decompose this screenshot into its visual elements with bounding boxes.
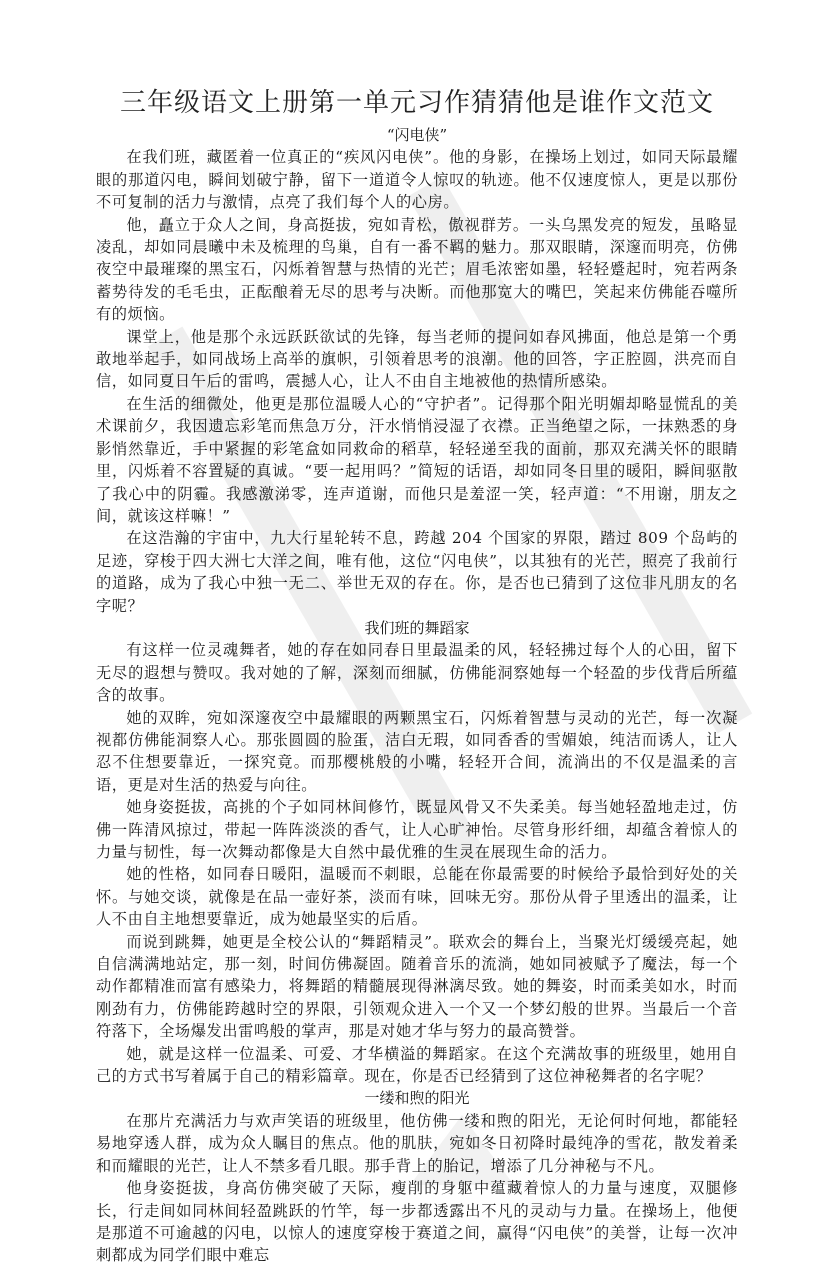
paragraph: 他身姿挺拔，身高仿佛突破了天际，瘦削的身躯中蕴藏着惊人的力量与速度，双腿修长，行走间如同林间轻盈跳跃的竹竿，每一步都透露出不凡的灵动与力量。在操场上，他便是那道不可逾越的闪电，以惊人的速度穿梭于赛道之间，赢得“闪电侠”的美誉，让每一次冲刺都成为同学们眼中难忘 [96,1179,738,1265]
paragraph: 有这样一位灵魂舞者，她的存在如同春日里最温柔的风，轻轻拂过每个人的心田，留下无尽的遐想与赞叹。我对她的了解，深刻而细腻，仿佛能洞察她每一个轻盈的步伐背后所蕴含的故事。 [96,641,738,705]
paragraph: 在这浩瀚的宇宙中，九大行星轮转不息，跨越 204 个国家的界限，踏过 809 个岛屿的足迹，穿梭于四大洲七大洋之间，唯有他，这位“闪电侠”，以其独有的光芒，照亮了我前行的道路，成为了我心中独一无二、举世无双的存在。你，是否也已猜到了这位非凡朋友的名字呢？ [96,529,738,615]
section-heading: 我们班的舞蹈家 [364,618,470,637]
section-sunshine [96,1087,738,1266]
paragraph: 她，就是这样一位温柔、可爱、才华横溢的舞蹈家。在这个充满故事的班级里，她用自己的方式书写着属于自己的精彩篇章。现在，你是否已经猜到了这位神秘舞者的名字呢？ [96,1044,738,1086]
paragraph: 她的双眸，宛如深邃夜空中最耀眼的两颗黑宝石，闪烁着智慧与灵动的光芒，每一次凝视都仿佛能洞察人心。那张圆圆的脸蛋，洁白无瑕，如同香香的雪媚娘，纯洁而诱人，让人忍不住想要靠近，一探究竟。而那樱桃般的小嘴，轻轻开合间，流淌出的不仅是温柔的言语，更是对生活的热爱与向往。 [96,708,738,794]
paragraph: 她身姿挺拔，高挑的个子如同林间修竹，既显风骨又不失柔美。每当她轻盈地走过，仿佛一阵清风掠过，带起一阵阵淡淡的香气，让人心旷神怡。尽管身形纤细，却蕴含着惊人的力量与韧性，每一次舞动都像是大自然中最优雅的生灵在展现生命的活力。 [96,798,738,861]
section-heading: 一缕和煦的阳光 [364,1089,470,1108]
paragraph: 在那片充满活力与欢声笑语的班级里，他仿佛一缕和煦的阳光，无论何时何地，都能轻易地穿透人群，成为众人瞩目的焦点。他的肌肤，宛如冬日初降时最纯净的雪花，散发着柔和而耀眼的光芒，让人不禁多看几眼。那手背上的胎记，增添了几分神秘与不凡。 [96,1111,738,1175]
section-dancer [96,617,738,1088]
paragraph: 她的性格，如同春日暖阳，温暖而不刺眼，总能在你最需要的时候给予最恰到好处的关怀。与她交谈，就像是在品一壶好茶，淡而有味，回味无穷。那份从骨子里透出的温柔，让人不由自主地想要靠近，成为她最坚实的后盾。 [96,865,738,929]
paragraph: 在生活的细微处，他更是那位温暖人心的“守护者”。记得那个阳光明媚却略显慌乱的美术课前夕，我因遗忘彩笔而焦急万分，汗水悄悄浸湿了衣襟。正当绝望之际，一抹熟悉的身影悄然靠近，手中紧握的彩笔盒如同救命的稻草，轻轻递至我的面前，那双充满关怀的眼睛里，闪烁着不容置疑的真诚。“要一起用吗？”简短的话语，却如同冬日里的暖阳，瞬间驱散了我心中的阴霾。我感激涕零，连声道谢，而他只是羞涩一笑，轻声道：“不用谢，朋友之间，就该这样嘛！” [96,394,738,525]
paragraph: 他，矗立于众人之间，身高挺拔，宛如青松，傲视群芳。一头乌黑发亮的短发，虽略显凌乱，却如同晨曦中未及梳理的鸟巢，自有一番不羁的魅力。那双眼睛，深邃而明亮，仿佛夜空中最璀璨的黑宝石，闪烁着智慧与热情的光芒；眉毛浓密如墨，轻轻蹙起时，宛若两条蓄势待发的毛毛虫，正酝酿着无尽的思考与决断。而他那宽大的嘴巴，笑起来仿佛能吞噬所有的烦恼。 [96,215,738,324]
document-title: 三年级语文上册第一单元习作猜猜他是谁作文范文 [119,88,714,118]
paragraph: 课堂上，他是那个永远跃跃欲试的先锋，每当老师的提问如春风拂面，他总是第一个勇敢地举起手，如同战场上高举的旗帜，引领着思考的浪潮。他的回答，字正腔圆，洪亮而自信，如同夏日午后的雷鸣，震撼人心，让人不由自主地被他的热情所感染。 [96,327,738,391]
section-lightning-man [96,124,738,617]
section-heading: “闪电侠” [386,126,448,144]
paragraph: 而说到跳舞，她更是全校公认的“舞蹈精灵”。联欢会的舞台上，当聚光灯缓缓亮起，她自信满满地站定，那一刻，时间仿佛凝固。随着音乐的流淌，她如同被赋予了魔法，每一个动作都精准而富有感染力，将舞蹈的精髓展现得淋漓尽致。她的舞姿，时而柔美如水，时而刚劲有力，仿佛能跨越时空的界限，引领观众进入一个又一个梦幻般的世界。当最后一个音符落下，全场爆发出雷鸣般的掌声，那是对她才华与努力的最高赞誉。 [96,932,738,1041]
paragraph: 在我们班，藏匿着一位真正的“疾风闪电侠”。他的身影，在操场上划过，如同天际最耀眼的那道闪电，瞬间划破宁静，留下一道道令人惊叹的轨迹。他不仅速度惊人，更是以那份不可复制的活力与激情，点亮了我们每个人的心房。 [96,148,738,212]
document-body [96,86,738,1267]
